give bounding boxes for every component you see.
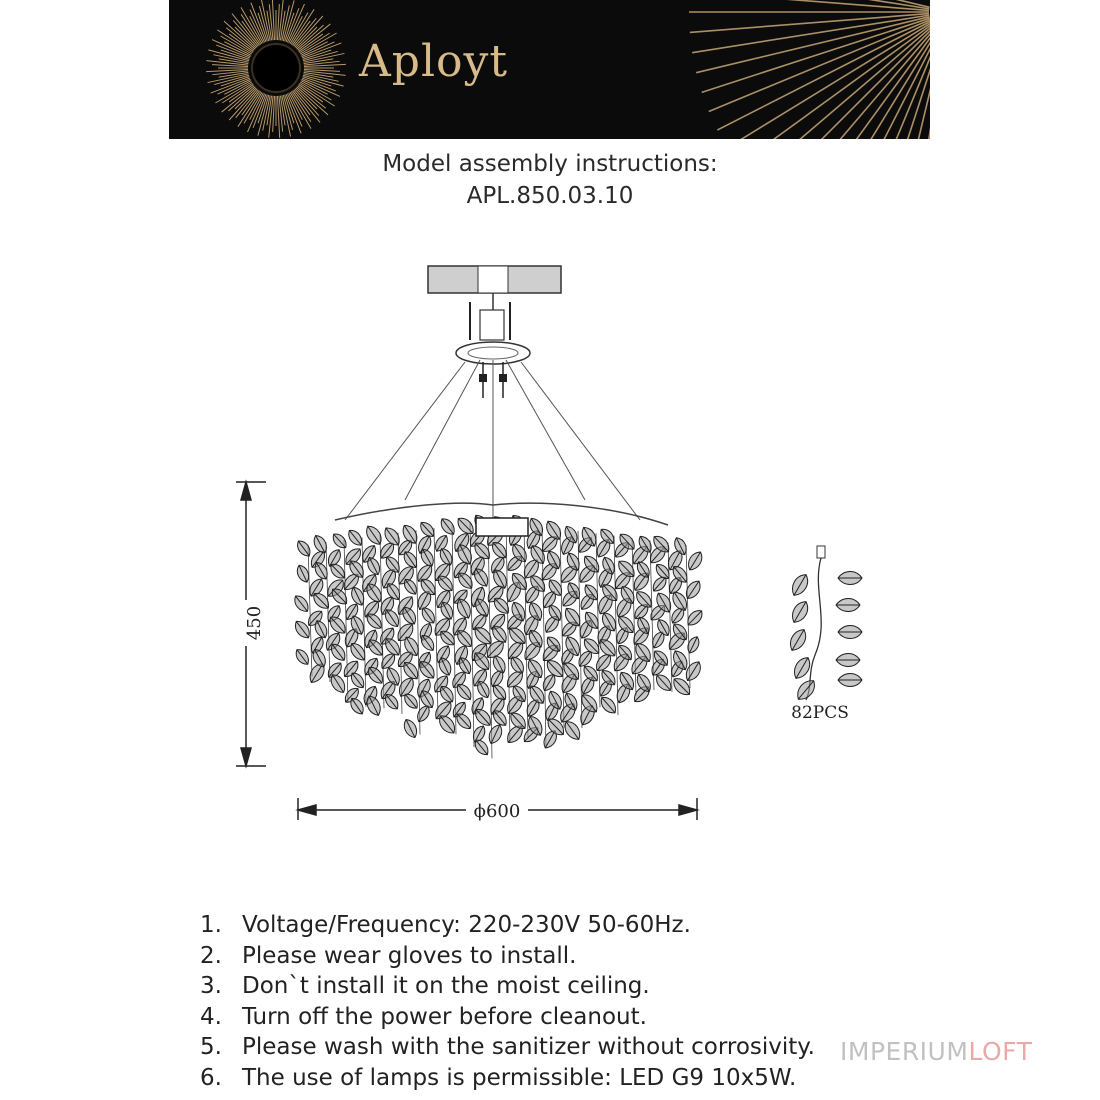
- brand-name: Aployt: [359, 36, 509, 87]
- list-item: 1. Voltage/Frequency: 220-230V 50-60Hz.: [200, 912, 691, 938]
- instructions-list: [200, 910, 920, 1093]
- chandelier-leaves-drawing: [291, 503, 705, 758]
- leaf-branch-drawing: [786, 546, 862, 703]
- diameter-label: ϕ600: [473, 801, 521, 822]
- list-item: 2. Please wear gloves to install.: [200, 942, 577, 969]
- list-item: 3. Don`t install it on the moist ceiling.: [200, 973, 650, 999]
- list-item: 4. Turn off the power before cleanout.: [200, 1003, 647, 1030]
- list-item: 5. Please wash with the sanitizer without corrosivity.: [200, 1034, 815, 1060]
- title-line-1: Model assembly instructions:: [382, 151, 718, 177]
- watermark-part-2: LOFT: [968, 1037, 1033, 1066]
- model-number: APL.850.03.10: [466, 183, 634, 209]
- ceiling-mount: [428, 266, 561, 398]
- list-item: 6. The use of lamps is permissible: LED G9 10x5W.: [200, 1064, 797, 1091]
- watermark-part-1: IMPERIUM: [840, 1037, 969, 1066]
- leaf-count-label: 82PCS: [791, 703, 849, 723]
- watermark: [840, 1037, 1032, 1066]
- height-label: 450: [244, 605, 265, 641]
